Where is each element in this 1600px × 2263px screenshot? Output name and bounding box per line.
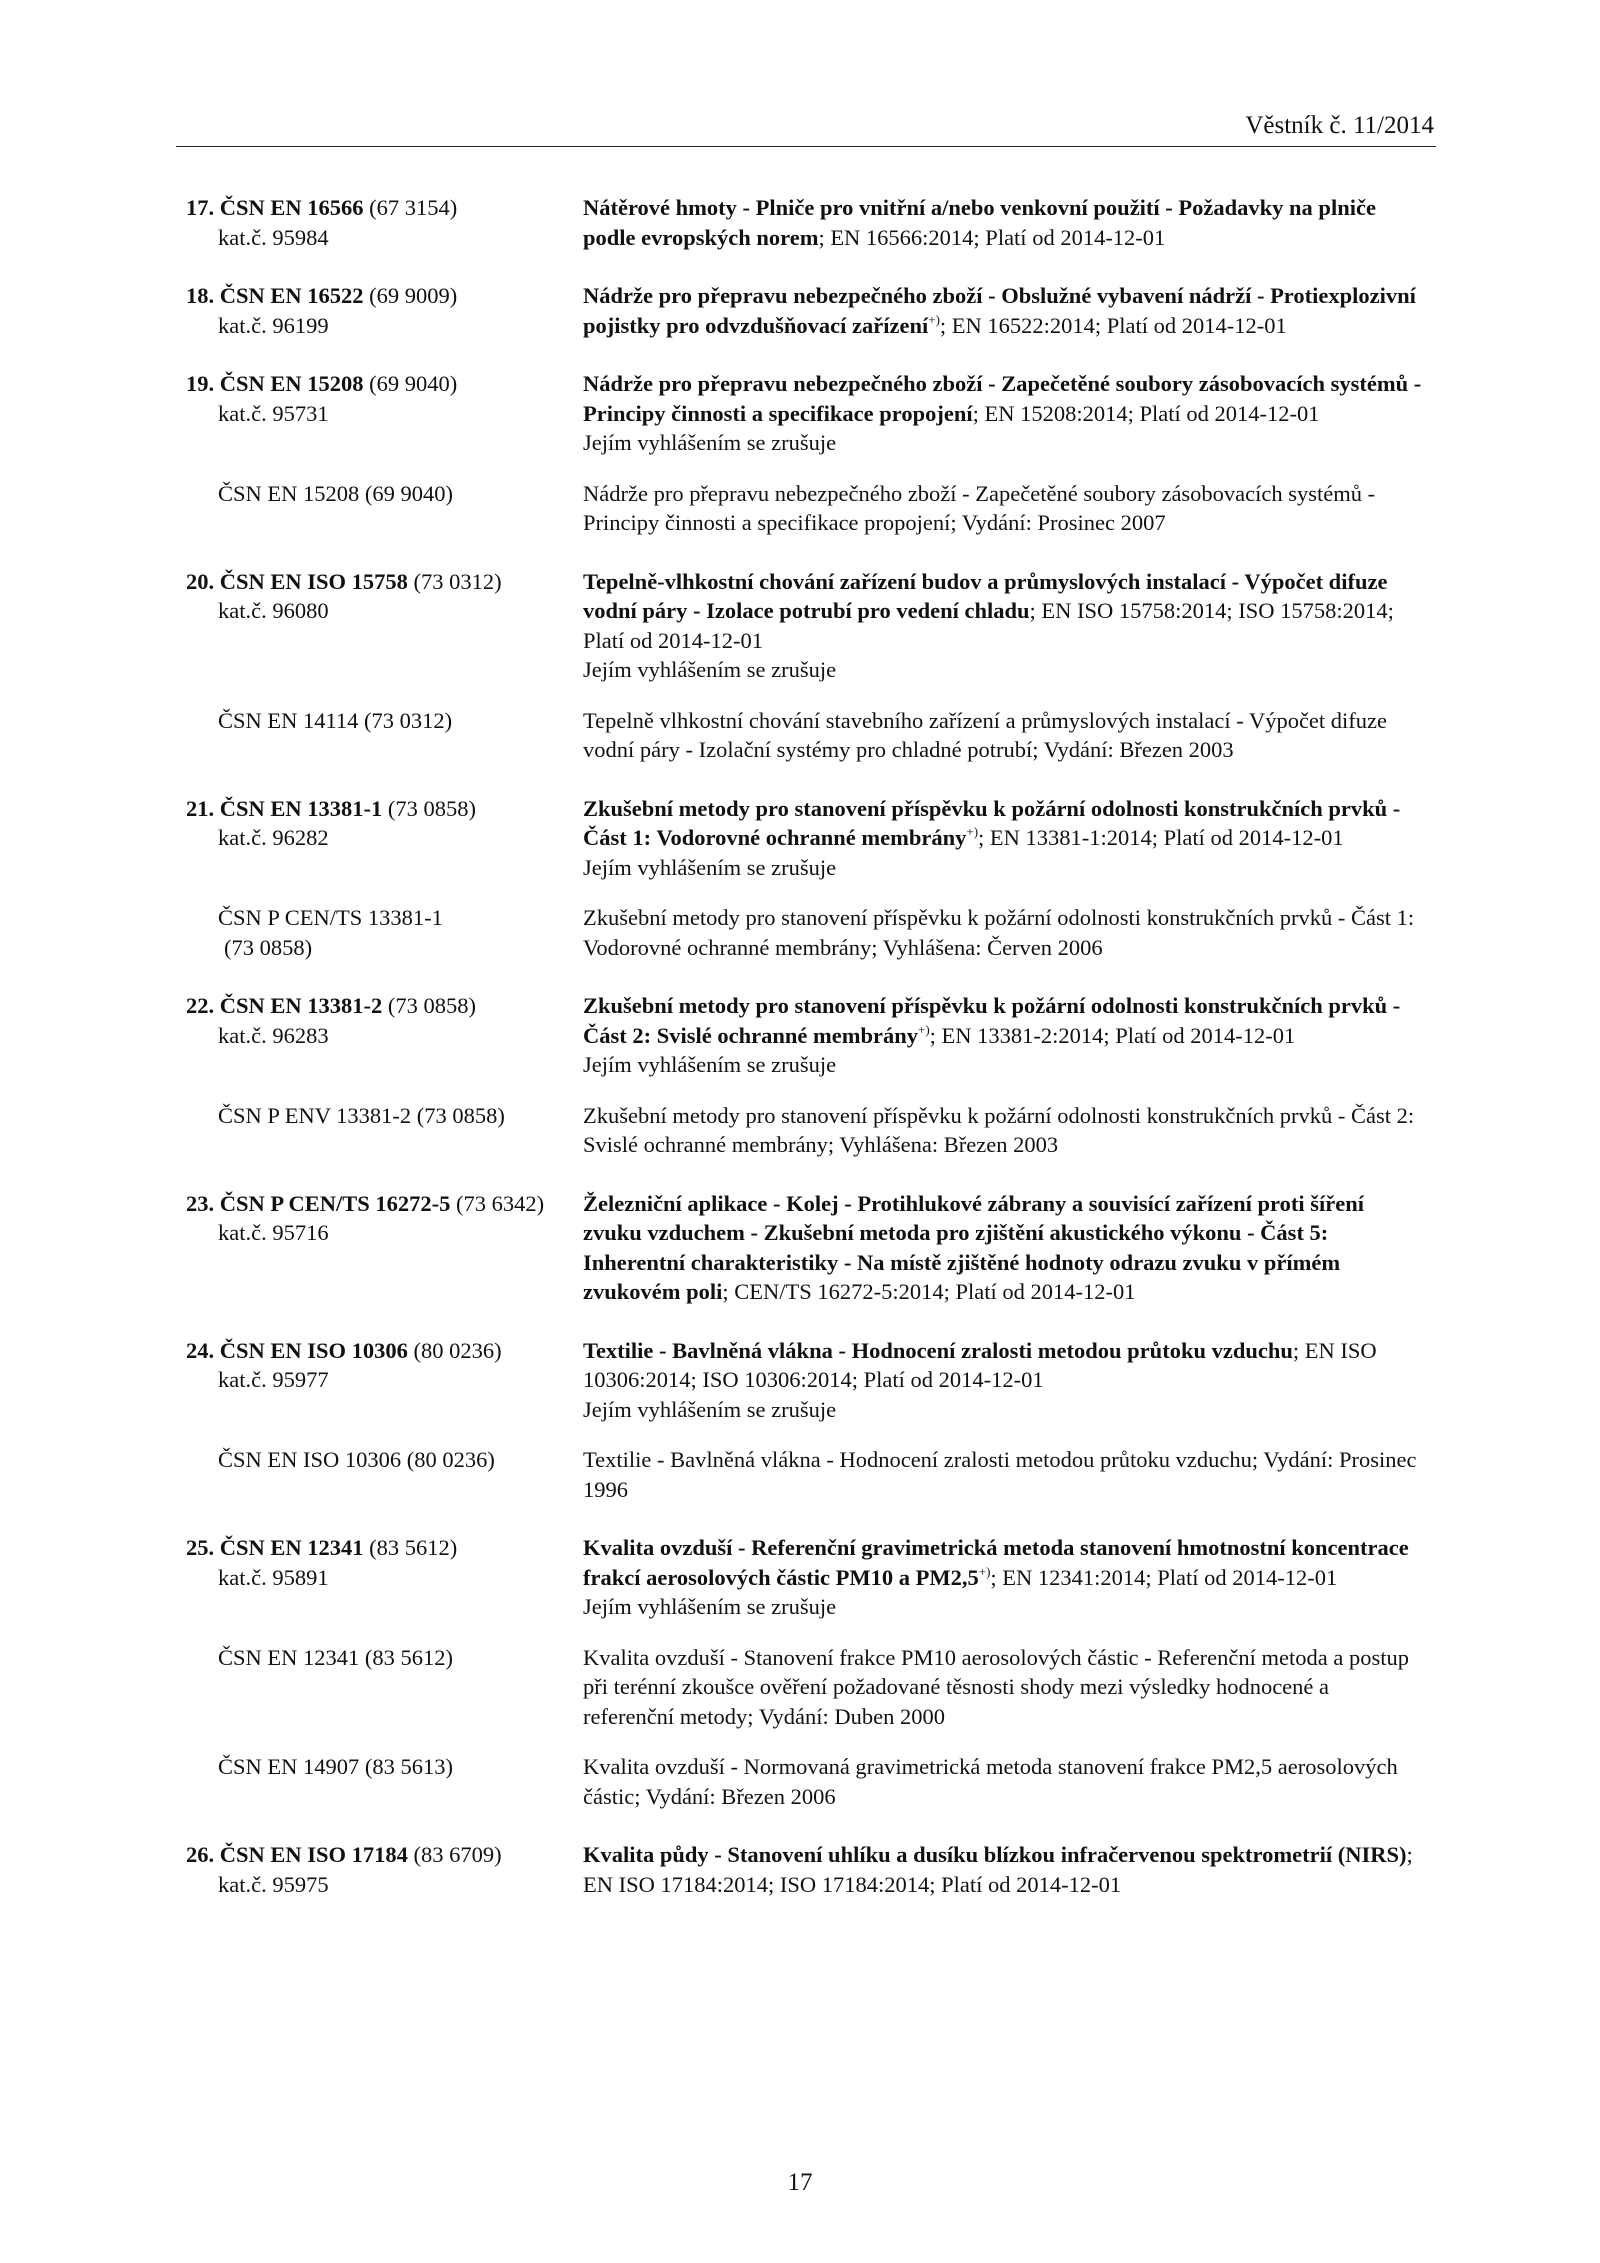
standard-title: Nátěrové hmoty - Plniče pro vnitřní a/nebo venkovní použití - Požadavky na plniče podle evropských norem xyxy=(583,195,1376,250)
entry-description xyxy=(583,991,1423,1080)
entry-main-row xyxy=(186,193,1436,252)
entry-number: 20. xyxy=(186,568,215,594)
entry-main-row xyxy=(186,794,1436,883)
superseded-description: Tepelně vlhkostní chování stavebního zařízení a průmyslových instalací - Výpočet difuze vodní páry - Izolační systémy pro chladné potrubí; Vydání: Březen 2003 xyxy=(583,707,1388,762)
standard-title: Textilie - Bavlněná vlákna - Hodnocení zralosti metodou průtoku vzduchu xyxy=(583,1337,1293,1363)
superseded-code: ČSN P ENV 13381-2 (73 0858) xyxy=(218,1102,505,1128)
entry-number: 25. xyxy=(186,1535,215,1560)
entry-description xyxy=(583,369,1423,458)
superseded-standard-row xyxy=(186,1101,1436,1160)
entry-designation xyxy=(186,193,583,252)
standard-code: ČSN P CEN/TS 16272-5 xyxy=(219,1190,451,1216)
supersedes-note: Jejím vyhlášením se zrušuje xyxy=(583,1052,837,1077)
superseded-code: ČSN EN 14907 (83 5613) xyxy=(218,1754,453,1779)
entry-description xyxy=(583,193,1423,252)
supersedes-note: Jejím vyhlášením se zrušuje xyxy=(583,854,837,880)
standard-details: ; EN 16522:2014; Platí od 2014-12-01 xyxy=(939,312,1287,338)
standard-entry xyxy=(186,794,1436,963)
catalog-number: kat.č. 95891 xyxy=(218,1564,329,1590)
classification-code: (73 0858) xyxy=(387,795,477,821)
footnote-marker: +) xyxy=(928,311,940,327)
supersedes-note: Jejím vyhlášením se zrušuje xyxy=(583,1594,837,1619)
entry-number: 18. xyxy=(186,283,215,308)
superseded-designation xyxy=(186,1752,583,1811)
superseded-code: ČSN EN 12341 (83 5612) xyxy=(218,1644,453,1670)
classification-code: (67 3154) xyxy=(369,195,458,220)
superseded-description: Nádrže pro přepravu nebezpečného zboží - Zapečetěné soubory zásobovacích systémů - Principy činnosti a specifikace propojení; Vydání: Prosinec 2007 xyxy=(583,480,1376,535)
entry-designation xyxy=(186,991,583,1080)
superseded-description: Zkušební metody pro stanovení příspěvku k požární odolnosti konstrukčních prvků - Část 2: Svislé ochranné membrány; Vyhlášena: Březen 2003 xyxy=(583,1102,1415,1157)
standard-title: Zkušební metody pro stanovení příspěvku k požární odolnosti konstrukčních prvků - Část 2: Svislé ochranné membrány xyxy=(583,993,1401,1048)
entry-description xyxy=(583,1336,1423,1425)
entry-description xyxy=(583,1533,1423,1622)
footnote-marker: +) xyxy=(917,1021,930,1037)
entry-number: 24. xyxy=(186,1337,215,1363)
superseded-designation xyxy=(186,903,583,962)
standard-entry xyxy=(186,369,1436,538)
entry-designation xyxy=(186,1189,583,1307)
supersedes-note: Jejím vyhlášením se zrušuje xyxy=(583,1396,837,1422)
standard-entry xyxy=(186,1189,1436,1307)
standard-code: ČSN EN 13381-1 xyxy=(219,795,383,821)
standard-details: ; EN ISO 15758:2014; ISO 15758:2014; Platí od 2014-12-01 xyxy=(583,598,1394,653)
entry-number: 19. xyxy=(186,371,215,396)
standard-code: ČSN EN 16566 xyxy=(219,195,364,220)
standard-code: ČSN EN 16522 xyxy=(219,283,364,308)
superseded-code: ČSN P CEN/TS 13381-1 xyxy=(218,905,443,930)
entry-designation xyxy=(186,369,583,458)
standard-title: Tepelně-vlhkostní chování zařízení budov a průmyslových instalací - Výpočet difuze vodní páry - Izolace potrubí pro vedení chladu xyxy=(583,568,1388,623)
entry-number: 22. xyxy=(186,993,215,1018)
entry-main-row xyxy=(186,1189,1436,1307)
superseded-designation xyxy=(186,1445,583,1504)
supersedes-note: Jejím vyhlášením se zrušuje xyxy=(583,430,837,455)
superseded-description: Kvalita ovzduší - Normovaná gravimetrická metoda stanovení frakce PM2,5 aerosolových částic; Vydání: Březen 2006 xyxy=(583,1754,1398,1809)
standard-code: ČSN EN ISO 17184 xyxy=(219,1842,408,1867)
superseded-designation xyxy=(186,1101,583,1160)
superseded-standard-row xyxy=(186,903,1436,962)
standard-details: ; EN 15208:2014; Platí od 2014-12-01 xyxy=(972,400,1320,426)
standard-details: ; EN 16566:2014; Platí od 2014-12-01 xyxy=(818,224,1166,250)
standard-details: ; EN 13381-2:2014; Platí od 2014-12-01 xyxy=(929,1022,1296,1048)
entry-designation xyxy=(186,794,583,883)
entry-description xyxy=(583,567,1423,685)
entry-main-row xyxy=(186,1533,1436,1622)
standard-code: ČSN EN 13381-2 xyxy=(219,993,383,1018)
footnote-marker: +) xyxy=(978,1563,991,1579)
entry-description xyxy=(583,281,1423,340)
classification-code: (80 0236) xyxy=(413,1337,502,1363)
entry-main-row xyxy=(186,1336,1436,1425)
entry-number: 23. xyxy=(186,1190,215,1216)
entry-number: 17. xyxy=(186,195,215,220)
standard-code: ČSN EN 15208 xyxy=(219,371,364,396)
standard-entry xyxy=(186,281,1436,340)
footnote-marker: +) xyxy=(966,824,979,839)
superseded-designation xyxy=(186,479,583,538)
standard-title: Nádrže pro přepravu nebezpečného zboží - Obslužné vybavení nádrží - Protiexplozivní pojistky pro odvzdušňovací zařízení xyxy=(583,283,1416,338)
classification-code: (83 6709) xyxy=(413,1842,502,1867)
superseded-designation xyxy=(186,706,583,765)
catalog-number: kat.č. 95716 xyxy=(218,1220,329,1245)
catalog-number: kat.č. 96283 xyxy=(218,1022,329,1048)
entry-description xyxy=(583,794,1423,883)
standard-code: ČSN EN ISO 15758 xyxy=(219,568,408,594)
superseded-class: (73 0858) xyxy=(224,934,313,960)
superseded-designation xyxy=(186,1643,583,1732)
catalog-number: kat.č. 96199 xyxy=(218,312,329,338)
entry-designation xyxy=(186,1533,583,1622)
classification-code: (69 9040) xyxy=(369,371,458,396)
standard-entry xyxy=(186,1336,1436,1505)
superseded-standard-row xyxy=(186,706,1436,765)
standard-details: ; EN 13381-1:2014; Platí od 2014-12-01 xyxy=(978,825,1344,850)
page-number: 17 xyxy=(787,2169,813,2196)
superseded-code: ČSN EN ISO 10306 (80 0236) xyxy=(218,1447,495,1472)
supersedes-note: Jejím vyhlášením se zrušuje xyxy=(583,657,837,682)
standard-title: Železniční aplikace - Kolej - Protihlukové zábrany a souvisící zařízení proti šíření zvuku vzduchem - Zkušební metoda pro zjištění akustického výkonu - Část 5: Inherentní charakteristiky - Na místě zjištěné hodnoty odrazu zvuku v přímém zvukovém poli xyxy=(583,1190,1364,1304)
superseded-code: ČSN EN 15208 (69 9040) xyxy=(218,480,453,506)
superseded-standard-row xyxy=(186,1752,1436,1811)
superseded-standard-row xyxy=(186,1445,1436,1504)
catalog-number: kat.č. 95975 xyxy=(218,1871,329,1897)
standard-title: Kvalita ovzduší - Referenční gravimetrická metoda stanovení hmotnostní koncentrace frakcí aerosolových částic PM10 a PM2,5 xyxy=(583,1535,1409,1590)
catalog-number: kat.č. 95977 xyxy=(218,1367,329,1392)
standard-code: ČSN EN 12341 xyxy=(219,1535,364,1560)
standard-details: ; EN 12341:2014; Platí od 2014-12-01 xyxy=(990,1564,1338,1590)
superseded-description: Kvalita ovzduší - Stanovení frakce PM10 aerosolových částic - Referenční metoda a postup při terénní zkoušce ověření požadované těsnosti shody mezi výsledky hodnocené a referenční metody; Vydání: Duben 2000 xyxy=(583,1644,1409,1729)
entry-designation xyxy=(186,281,583,340)
entry-designation xyxy=(186,1840,583,1899)
standard-entry xyxy=(186,1533,1436,1811)
standard-entry xyxy=(186,991,1436,1160)
entry-description xyxy=(583,1189,1423,1307)
entry-description xyxy=(583,1840,1423,1899)
standard-details: ; EN ISO 10306:2014; ISO 10306:2014; Platí od 2014-12-01 xyxy=(583,1337,1377,1392)
entry-main-row xyxy=(186,369,1436,458)
entry-designation xyxy=(186,1336,583,1425)
entry-number: 21. xyxy=(186,795,215,821)
standard-entry xyxy=(186,567,1436,765)
classification-code: (73 0858) xyxy=(387,993,477,1018)
standard-code: ČSN EN ISO 10306 xyxy=(219,1337,408,1363)
catalog-number: kat.č. 95984 xyxy=(218,224,329,250)
catalog-number: kat.č. 95731 xyxy=(218,400,329,426)
standards-list xyxy=(186,193,1436,1928)
superseded-description: Zkušební metody pro stanovení příspěvku k požární odolnosti konstrukčních prvků - Část 1: Vodorovné ochranné membrány; Vyhlášena: Červen 2006 xyxy=(583,905,1415,960)
entry-main-row xyxy=(186,1840,1436,1899)
superseded-standard-row xyxy=(186,479,1436,538)
standard-entry xyxy=(186,193,1436,252)
standard-details: ; EN ISO 17184:2014; ISO 17184:2014; Platí od 2014-12-01 xyxy=(583,1842,1413,1897)
page-header xyxy=(176,108,1436,147)
classification-code: (83 5612) xyxy=(369,1535,458,1560)
journal-title: Věstník č. 11/2014 xyxy=(1245,112,1434,139)
entry-number: 26. xyxy=(186,1842,215,1867)
classification-code: (73 0312) xyxy=(413,568,502,594)
superseded-description: Textilie - Bavlněná vlákna - Hodnocení zralosti metodou průtoku vzduchu; Vydání: Prosinec 1996 xyxy=(583,1447,1417,1502)
entry-main-row xyxy=(186,281,1436,340)
standard-details: ; CEN/TS 16272-5:2014; Platí od 2014-12-01 xyxy=(722,1279,1136,1304)
catalog-number: kat.č. 96282 xyxy=(218,825,329,850)
classification-code: (69 9009) xyxy=(369,283,458,308)
entry-designation xyxy=(186,567,583,685)
entry-main-row xyxy=(186,991,1436,1080)
classification-code: (73 6342) xyxy=(456,1190,545,1216)
standard-entry xyxy=(186,1840,1436,1899)
catalog-number: kat.č. 96080 xyxy=(218,598,329,623)
standard-title: Nádrže pro přepravu nebezpečného zboží - Zapečetěné soubory zásobovacích systémů - Principy činnosti a specifikace propojení xyxy=(583,371,1422,426)
standard-title: Kvalita půdy - Stanovení uhlíku a dusíku blízkou infračervenou spektrometrií (NIRS) xyxy=(583,1842,1407,1867)
standard-title: Zkušební metody pro stanovení příspěvku k požární odolnosti konstrukčních prvků - Část 1: Vodorovné ochranné membrány xyxy=(583,795,1401,850)
entry-main-row xyxy=(186,567,1436,685)
superseded-code: ČSN EN 14114 (73 0312) xyxy=(218,707,453,733)
superseded-standard-row xyxy=(186,1643,1436,1732)
